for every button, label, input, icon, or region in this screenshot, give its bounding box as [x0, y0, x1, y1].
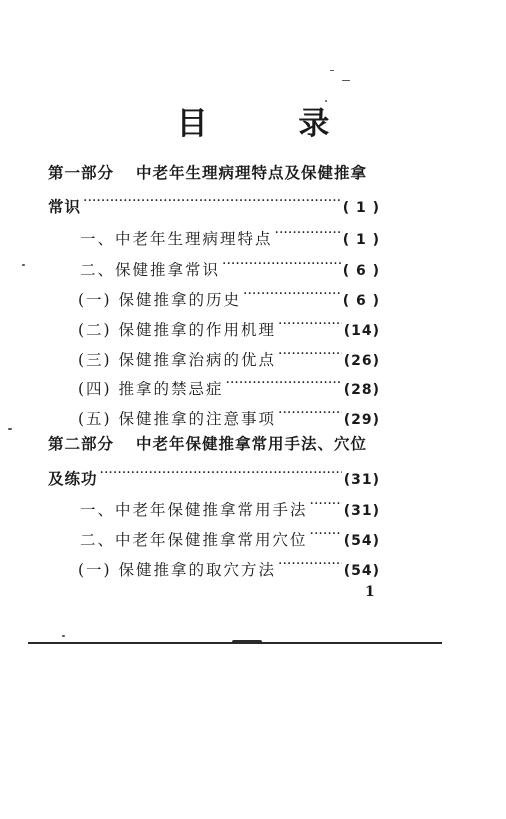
toc-part-heading	[48, 162, 367, 184]
dot-leader	[278, 553, 342, 575]
dot-leader	[100, 462, 342, 484]
dot-leader	[278, 402, 342, 424]
dot-leader	[275, 222, 341, 244]
toc-entry-label: 常识	[48, 198, 82, 216]
part-label: 第一部分	[48, 164, 115, 182]
dot-leader	[243, 283, 341, 305]
dot-leader	[310, 493, 342, 515]
toc-entry-label: (一) 保健推拿的历史	[78, 291, 242, 309]
toc-entry[interactable]	[78, 402, 380, 431]
toc-entry-page: (54)	[343, 533, 380, 549]
scan-speck	[342, 80, 350, 81]
toc-entry-page: ( 6 )	[342, 293, 380, 309]
toc-entry[interactable]	[80, 493, 380, 522]
toc-entry[interactable]	[80, 253, 380, 282]
toc-entry-page: (29)	[343, 412, 380, 428]
toc-entry[interactable]	[78, 372, 380, 401]
toc-entry[interactable]	[80, 222, 380, 251]
toc-entry-label: (二) 保健推拿的作用机理	[78, 321, 277, 339]
toc-entry-label: (一) 保健推拿的取穴方法	[78, 561, 277, 579]
toc-entry[interactable]	[48, 190, 380, 219]
toc-entry[interactable]	[48, 462, 380, 491]
toc-entry-page: ( 1 )	[342, 232, 380, 248]
toc-entry[interactable]	[78, 313, 380, 342]
page-title: 目 录	[176, 106, 370, 142]
toc-entry-label: 二、中老年保健推拿常用穴位	[80, 531, 308, 549]
part-title: 中老年生理病理特点及保健推拿	[136, 164, 368, 182]
part-title: 中老年保健推拿常用手法、穴位	[136, 435, 368, 453]
toc-entry-label: (五) 保健推拿的注意事项	[78, 410, 277, 428]
scan-speck	[330, 70, 334, 71]
scan-speck	[8, 428, 12, 430]
toc-entry-page: (14)	[343, 323, 380, 339]
toc-entry[interactable]	[78, 553, 380, 582]
toc-entry-label: 二、保健推拿常识	[80, 261, 221, 279]
bottom-rule-mark	[232, 640, 262, 644]
toc-entry-page: (31)	[343, 472, 380, 488]
toc-entry-page: ( 6 )	[342, 263, 380, 279]
toc-entry-page: (31)	[343, 503, 380, 519]
dot-leader	[83, 190, 341, 212]
toc-entry[interactable]	[80, 523, 380, 552]
part-label: 第二部分	[48, 435, 115, 453]
toc-entry-label: (三) 保健推拿治病的优点	[78, 351, 277, 369]
toc-entry-label: 一、中老年生理病理特点	[80, 230, 273, 248]
toc-entry-label: 一、中老年保健推拿常用手法	[80, 501, 308, 519]
dot-leader	[278, 343, 342, 365]
toc-entry[interactable]	[78, 283, 380, 312]
toc-entry-label: 及练功	[48, 470, 98, 488]
toc-entry-page: (54)	[343, 563, 380, 579]
scan-speck	[22, 264, 25, 266]
toc-entry-page: ( 1 )	[342, 200, 380, 216]
dot-leader	[226, 372, 342, 394]
dot-leader	[222, 253, 341, 275]
dot-leader	[310, 523, 342, 545]
toc-entry[interactable]	[78, 343, 380, 372]
dot-leader	[278, 313, 342, 335]
toc-entry-page: (28)	[343, 382, 380, 398]
toc-entry-page: (26)	[343, 353, 380, 369]
page-number: 1	[365, 584, 375, 600]
toc-part-heading	[48, 433, 367, 455]
toc-entry-label: (四) 推拿的禁忌症	[78, 380, 224, 398]
scan-speck	[62, 635, 65, 637]
scan-speck	[325, 100, 327, 102]
